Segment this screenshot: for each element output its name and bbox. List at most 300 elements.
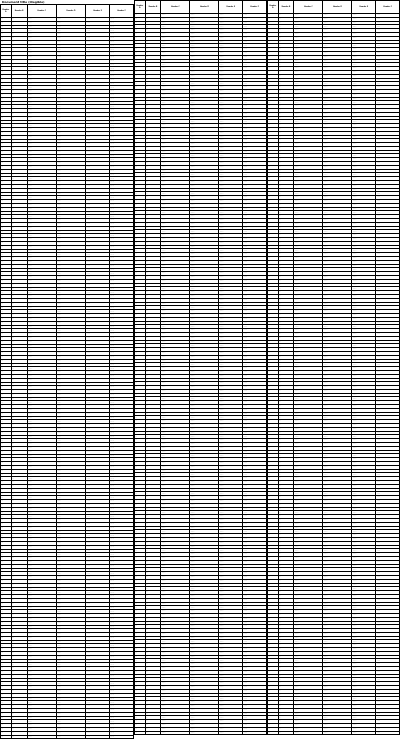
table-cell: …… (56, 488, 85, 492)
table-cell: …… (294, 181, 323, 185)
table-cell: …… (56, 276, 85, 280)
table-cell: …… (352, 659, 376, 663)
table-cell: …… (294, 313, 323, 317)
table-cell: …… (56, 522, 85, 526)
table-cell: …… (352, 89, 376, 93)
table-cell: …… (219, 686, 243, 690)
table-cell: …… (323, 731, 352, 735)
table-cell: …… (352, 621, 376, 625)
table-cell: …… (219, 401, 243, 405)
table-cell: …… (323, 348, 352, 352)
table-cell: …… (243, 670, 267, 674)
table-cell: … (135, 40, 146, 44)
table-cell: …… (110, 568, 134, 572)
table-cell: …… (161, 317, 190, 321)
table-cell: …… (352, 697, 376, 701)
table-cell: …… (190, 59, 219, 63)
table-cell: …… (376, 568, 400, 572)
table-cell: …… (190, 553, 219, 557)
table-cell: … (278, 215, 294, 219)
table-cell: … (268, 594, 279, 598)
table-cell: …… (294, 351, 323, 355)
table-cell: …… (56, 44, 85, 48)
table-cell: … (11, 257, 27, 261)
table-cell: …… (294, 537, 323, 541)
table-cell: …… (376, 332, 400, 336)
table-cell: … (268, 21, 279, 25)
table-cell: …… (243, 575, 267, 579)
table-cell: …… (56, 147, 85, 151)
table-cell: … (268, 435, 279, 439)
table-cell: … (278, 253, 294, 257)
table-cell: …… (161, 55, 190, 59)
table-cell: …… (376, 173, 400, 177)
table-cell: …… (56, 359, 85, 363)
table-cell: …… (110, 705, 134, 709)
table-cell: …… (190, 294, 219, 298)
table-cell: …… (352, 86, 376, 90)
table-cell: …… (86, 659, 110, 663)
table-cell: …… (27, 405, 56, 409)
table-cell: … (1, 321, 12, 325)
table-cell: …… (243, 120, 267, 124)
table-cell: … (145, 82, 161, 86)
table-cell: …… (161, 655, 190, 659)
table-cell: … (145, 279, 161, 283)
table-cell: … (268, 674, 279, 678)
table-cell: … (1, 606, 12, 610)
table-cell: … (135, 25, 146, 29)
table-cell: … (1, 185, 12, 189)
table-cell: …… (190, 127, 219, 131)
table-cell: …… (110, 640, 134, 644)
table-cell: … (145, 48, 161, 52)
table-cell: … (278, 435, 294, 439)
table-cell: …… (352, 610, 376, 614)
table-cell: …… (190, 351, 219, 355)
table-cell: …… (219, 701, 243, 705)
table-cell: …… (56, 355, 85, 359)
table-cell: …… (219, 446, 243, 450)
table-cell: …… (56, 310, 85, 314)
table-cell: …… (56, 321, 85, 325)
table-cell: …… (243, 344, 267, 348)
table-cell: …… (161, 610, 190, 614)
table-cell: …… (323, 545, 352, 549)
table-cell: …… (161, 21, 190, 25)
table-cell: … (145, 44, 161, 48)
table-cell: …… (56, 671, 85, 675)
table-cell: … (135, 279, 146, 283)
table-cell: … (11, 640, 27, 644)
header-cell: Header D (323, 1, 352, 14)
table-cell: … (145, 245, 161, 249)
table-cell: …… (294, 238, 323, 242)
table-cell: … (268, 583, 279, 587)
table-cell: …… (243, 450, 267, 454)
table-cell: …… (219, 264, 243, 268)
table-cell: … (268, 496, 279, 500)
table-cell: …… (161, 553, 190, 557)
table-cell: … (145, 701, 161, 705)
table-cell: …… (352, 724, 376, 728)
table-cell: …… (161, 606, 190, 610)
table-cell: …… (376, 200, 400, 204)
table-cell: …… (86, 549, 110, 553)
table-cell: … (278, 40, 294, 44)
table-cell: … (1, 648, 12, 652)
table-cell: …… (190, 355, 219, 359)
header-cell: Header C (294, 1, 323, 14)
table-cell: …… (294, 51, 323, 55)
table-cell: … (11, 124, 27, 128)
table-cell: …… (243, 469, 267, 473)
table-cell: …… (294, 116, 323, 120)
table-cell: … (1, 587, 12, 591)
table-cell: … (1, 678, 12, 682)
table-cell: … (145, 549, 161, 553)
table-cell: …… (110, 143, 134, 147)
table-cell: …… (323, 32, 352, 36)
table-cell: …… (352, 686, 376, 690)
table-cell: …… (243, 560, 267, 564)
table-cell: …… (294, 112, 323, 116)
table-cell: …… (110, 185, 134, 189)
table-cell: …… (161, 564, 190, 568)
table-cell: … (268, 549, 279, 553)
table-cell: …… (352, 82, 376, 86)
table-cell: …… (86, 629, 110, 633)
table-cell: …… (294, 29, 323, 33)
table-cell: … (278, 260, 294, 264)
table-cell: …… (376, 181, 400, 185)
table-cell: …… (219, 382, 243, 386)
table-cell: …… (352, 306, 376, 310)
table-cell: …… (376, 48, 400, 52)
table-cell: …… (219, 67, 243, 71)
table-cell: … (145, 131, 161, 135)
table-cell: …… (86, 154, 110, 158)
table-cell: …… (294, 693, 323, 697)
table-cell: … (1, 405, 12, 409)
table-cell: …… (110, 481, 134, 485)
table-cell: … (11, 253, 27, 257)
table-cell: …… (323, 575, 352, 579)
table-cell: …… (243, 462, 267, 466)
table-cell: …… (376, 705, 400, 709)
table-cell: …… (86, 652, 110, 656)
table-cell: …… (161, 294, 190, 298)
table-cell: …… (243, 215, 267, 219)
table-cell: … (11, 579, 27, 583)
table-cell: … (268, 659, 279, 663)
table-cell: …… (323, 496, 352, 500)
table-cell: … (1, 109, 12, 113)
table-cell: …… (243, 446, 267, 450)
table-cell: …… (219, 435, 243, 439)
table-cell: … (268, 200, 279, 204)
table-cell: …… (110, 614, 134, 618)
table-cell: … (1, 101, 12, 105)
table-cell: …… (376, 629, 400, 633)
table-cell: …… (323, 678, 352, 682)
table-cell: …… (190, 424, 219, 428)
table-cell: …… (56, 249, 85, 253)
table-cell: …… (294, 583, 323, 587)
table-cell: …… (243, 537, 267, 541)
table-cell: … (135, 401, 146, 405)
table-cell: … (11, 181, 27, 185)
table-cell: … (268, 617, 279, 621)
table-cell: … (145, 55, 161, 59)
table-cell: …… (56, 541, 85, 545)
table-cell: … (1, 181, 12, 185)
table-cell: … (135, 264, 146, 268)
table-cell: …… (352, 424, 376, 428)
table-cell: …… (323, 644, 352, 648)
table-cell: …… (56, 154, 85, 158)
table-cell: …… (190, 260, 219, 264)
table-cell: … (11, 397, 27, 401)
table-cell: … (268, 670, 279, 674)
table-cell: …… (243, 173, 267, 177)
table-cell: …… (56, 333, 85, 337)
table-cell: …… (243, 651, 267, 655)
table-cell: …… (323, 568, 352, 572)
table-cell: …… (161, 291, 190, 295)
table-cell: … (11, 614, 27, 618)
table-cell: …… (323, 272, 352, 276)
table-cell: …… (161, 200, 190, 204)
table-cell: … (278, 412, 294, 416)
table-cell: … (268, 712, 279, 716)
table-cell: … (11, 443, 27, 447)
table-cell: …… (243, 515, 267, 519)
table-cell: … (278, 359, 294, 363)
table-cell: …… (323, 454, 352, 458)
table-cell: …… (110, 74, 134, 78)
table-cell: …… (323, 359, 352, 363)
table-cell: …… (294, 496, 323, 500)
table-cell: …… (219, 279, 243, 283)
table-cell: …… (323, 146, 352, 150)
table-cell: …… (376, 488, 400, 492)
table-cell: …… (56, 598, 85, 602)
table-cell: …… (86, 74, 110, 78)
table-cell: …… (352, 530, 376, 534)
table-cell: …… (352, 32, 376, 36)
table-cell: … (278, 632, 294, 636)
table-cell: … (268, 287, 279, 291)
table-cell: … (268, 591, 279, 595)
table-cell: …… (243, 200, 267, 204)
table-cell: …… (323, 283, 352, 287)
table-cell: …… (190, 93, 219, 97)
table-cell: … (278, 450, 294, 454)
table-cell: …… (110, 492, 134, 496)
table-cell: …… (376, 340, 400, 344)
table-cell: …… (56, 283, 85, 287)
table-cell: …… (110, 371, 134, 375)
table-cell: … (1, 428, 12, 432)
table-cell: …… (190, 264, 219, 268)
table-cell: …… (190, 625, 219, 629)
table-cell: … (278, 287, 294, 291)
table-cell: …… (376, 606, 400, 610)
table-cell: … (278, 101, 294, 105)
table-cell: …… (352, 674, 376, 678)
table-cell: …… (27, 522, 56, 526)
table-cell: …… (352, 215, 376, 219)
table-cell: …… (190, 82, 219, 86)
table-cell: …… (294, 317, 323, 321)
table-cell: …… (56, 48, 85, 52)
table-cell: …… (86, 591, 110, 595)
table-cell: …… (323, 439, 352, 443)
table-cell: …… (352, 648, 376, 652)
table-cell: … (145, 70, 161, 74)
table-cell: …… (352, 310, 376, 314)
table-cell: … (268, 367, 279, 371)
table-cell: …… (110, 287, 134, 291)
table-cell: …… (86, 431, 110, 435)
table-cell: …… (243, 82, 267, 86)
table-cell: …… (352, 727, 376, 731)
table-cell: … (135, 165, 146, 169)
table-cell: …… (86, 610, 110, 614)
table-cell: … (278, 291, 294, 295)
table-cell: …… (110, 367, 134, 371)
table-cell: …… (110, 579, 134, 583)
table-cell: … (1, 477, 12, 481)
table-cell: …… (243, 686, 267, 690)
table-cell: … (11, 652, 27, 656)
table-cell: …… (56, 720, 85, 724)
table-cell: …… (190, 446, 219, 450)
table-cell: …… (27, 386, 56, 390)
table-cell: …… (86, 716, 110, 720)
table-cell: … (1, 659, 12, 663)
table-cell: …… (323, 120, 352, 124)
table-cell: … (135, 560, 146, 564)
table-cell: …… (190, 325, 219, 329)
table-cell: … (145, 317, 161, 321)
table-cell: … (278, 564, 294, 568)
table-cell: … (268, 230, 279, 234)
table-cell: … (278, 272, 294, 276)
table-cell: …… (376, 249, 400, 253)
table-cell: …… (352, 93, 376, 97)
table-cell: …… (376, 503, 400, 507)
table-cell: …… (190, 302, 219, 306)
table-cell: …… (243, 21, 267, 25)
table-cell: … (278, 500, 294, 504)
table-cell: …… (243, 705, 267, 709)
table-cell: …… (294, 507, 323, 511)
table-cell: …… (243, 272, 267, 276)
table-cell: …… (110, 314, 134, 318)
table-cell: … (135, 192, 146, 196)
table-cell: … (278, 465, 294, 469)
table-cell: … (1, 207, 12, 211)
table-cell: …… (376, 545, 400, 549)
table-cell: …… (161, 219, 190, 223)
header-cell: Header D (56, 5, 85, 18)
table-cell: … (11, 230, 27, 234)
table-cell: … (268, 351, 279, 355)
table-cell: … (135, 405, 146, 409)
table-cell: … (278, 67, 294, 71)
table-cell: …… (190, 484, 219, 488)
table-cell: …… (86, 735, 110, 739)
table-cell: …… (323, 188, 352, 192)
table-cell: …… (56, 298, 85, 302)
table-cell: … (145, 473, 161, 477)
table-cell: …… (243, 594, 267, 598)
table-cell: …… (352, 219, 376, 223)
table-cell: … (11, 18, 27, 22)
table-cell: …… (376, 188, 400, 192)
table-cell: …… (56, 485, 85, 489)
table-cell: … (1, 352, 12, 356)
table-cell: …… (27, 644, 56, 648)
table-cell: …… (190, 712, 219, 716)
table-cell: …… (86, 454, 110, 458)
table-cell: …… (86, 382, 110, 386)
table-cell: …… (376, 275, 400, 279)
table-cell: …… (161, 617, 190, 621)
table-cell: …… (352, 162, 376, 166)
table-cell: …… (161, 287, 190, 291)
table-cell: …… (323, 351, 352, 355)
table-cell: …… (110, 374, 134, 378)
table-cell: …… (323, 70, 352, 74)
table-cell: …… (86, 139, 110, 143)
table-cell: …… (110, 602, 134, 606)
table-cell: … (145, 275, 161, 279)
table-cell: …… (27, 731, 56, 735)
table-cell: …… (110, 276, 134, 280)
table-cell: …… (27, 374, 56, 378)
table-cell: …… (27, 336, 56, 340)
table-cell: …… (110, 55, 134, 59)
table-cell: …… (27, 226, 56, 230)
table-cell: …… (110, 230, 134, 234)
table-cell: …… (190, 640, 219, 644)
table-cell: …… (219, 21, 243, 25)
table-cell: …… (56, 71, 85, 75)
table-cell: … (268, 575, 279, 579)
table-cell: …… (27, 428, 56, 432)
table-cell: …… (323, 302, 352, 306)
table-cell: … (268, 610, 279, 614)
table-cell: …… (56, 74, 85, 78)
table-cell: …… (294, 625, 323, 629)
table-cell: …… (323, 450, 352, 454)
table-cell: … (135, 67, 146, 71)
table-cell: … (135, 298, 146, 302)
table-cell: …… (219, 275, 243, 279)
table-cell: …… (110, 709, 134, 713)
table-cell: … (145, 25, 161, 29)
table-cell: …… (56, 272, 85, 276)
table-cell: …… (161, 378, 190, 382)
table-cell: …… (27, 538, 56, 542)
table-cell: …… (110, 701, 134, 705)
table-cell: …… (56, 424, 85, 428)
table-cell: …… (243, 143, 267, 147)
table-cell: …… (27, 393, 56, 397)
